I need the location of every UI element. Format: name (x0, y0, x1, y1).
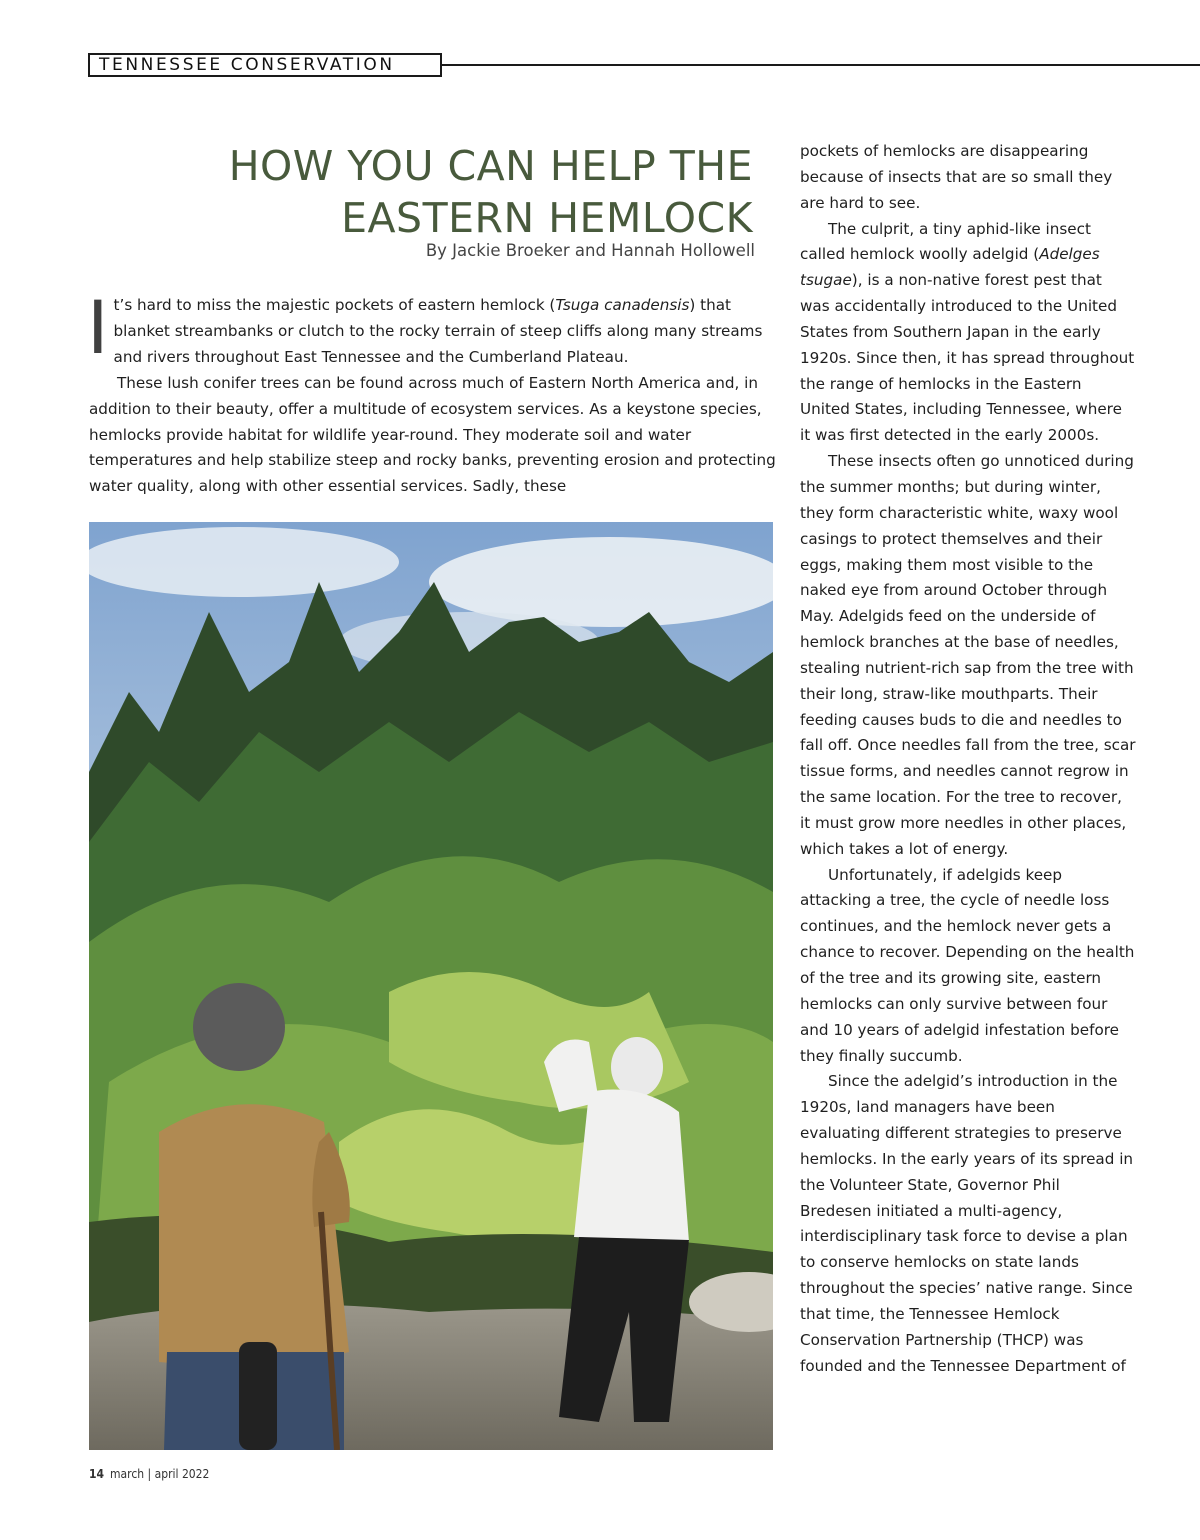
byline: By Jackie Broeker and Hannah Hollowell (425, 241, 755, 260)
section-header: TENNESSEE CONSERVATION (88, 53, 442, 77)
intro-text (87, 286, 779, 500)
col-p2-text-a: The culprit, a tiny aphid-like insect called hemlock woolly adelgid ( (800, 219, 1091, 264)
column-paragraph-4: Unfortunately, if adelgids keep attacking a tree, the cycle of needle loss continues, and the hemlock never gets a chance to recover. Depending on the health of the tree and its growing site, eastern hemlocks can only survive between four and 10 years of adelgid infestation before they finally succumb. (800, 865, 1135, 1065)
hemlock-forest-photo (89, 522, 773, 1450)
right-column-text (800, 139, 1136, 1380)
drop-cap: I (87, 286, 109, 371)
intro-paragraph-2: These lush conifer trees can be found across much of Eastern North America and, in addition to their beauty, offer a multitude of ecosystem services. As a keystone species, hemlocks provide habitat for wildlife year-round. They moderate soil and water temperatures and help stabilize steep and rocky banks, preventing erosion and protecting water quality, along with other essential services. Sadly, these (89, 373, 776, 496)
intro-p1-text-a: t’s hard to miss the majestic pockets of eastern hemlock ( (113, 296, 556, 314)
col-p2-text-b: ), is a non-native forest pest that was accidentally introduced to the United States from Southern Japan in the early 1920s. Since then, it has spread throughout the range of hemlocks in the Eastern United States, including Tennessee, where it was first detected in the early 2000s. (800, 271, 1135, 445)
header-rule (442, 64, 1200, 66)
column-paragraph-5: Since the adelgid’s introduction in the 1920s, land managers have been evaluating different strategies to preserve hemlocks. In the early years of its spread in the Volunteer State, Governor Phil Bredesen initiated a multi-agency, interdisciplinary task force to devise a plan to conserve hemlocks on state lands throughout the species’ native range. Since that time, the Tennessee Hemlock Conservation Partnership (THCP) was founded and the Tennessee Department of (800, 1072, 1134, 1375)
title-line-2: EASTERN HEMLOCK (341, 194, 753, 242)
page-number: 14 (89, 1467, 105, 1481)
intro-p1-species: Tsuga canadensis (555, 296, 690, 314)
intro-paragraph-1 (87, 286, 779, 371)
col-p2-species: Adelges tsugae (800, 245, 1100, 290)
column-paragraph-2 (800, 217, 1136, 450)
column-paragraph-3: These insects often go unnoticed during the summer months; but during winter, they form characteristic white, waxy wool casings to protect themselves and their eggs, making them most visible to the naked eye from around October through May. Adelgids feed on the underside of hemlock branches at the base of needles, stealing nutrient-rich sap from the tree with their long, straw-like mouthparts. Their feeding causes buds to die and needles to fall off. Once needles fall from the tree, scar tissue forms, and needles cannot regrow in the same location. For the tree to recover, it must grow more needles in other places, which takes a lot of energy. (800, 452, 1136, 858)
issue-date: march | april 2022 (110, 1467, 210, 1481)
title-line-1: HOW YOU CAN HELP THE (228, 142, 753, 190)
article-title (120, 140, 753, 244)
column-paragraph-1: pockets of hemlocks are disappearing because of insects that are so small they are hard to see. (800, 142, 1113, 212)
intro-p1-text-b: ) that blanket streambanks or clutch to the rocky terrain of steep cliffs along many streams and rivers throughout East Tennessee and the Cumberland Plateau. (113, 296, 763, 366)
page-footer (89, 1467, 209, 1481)
